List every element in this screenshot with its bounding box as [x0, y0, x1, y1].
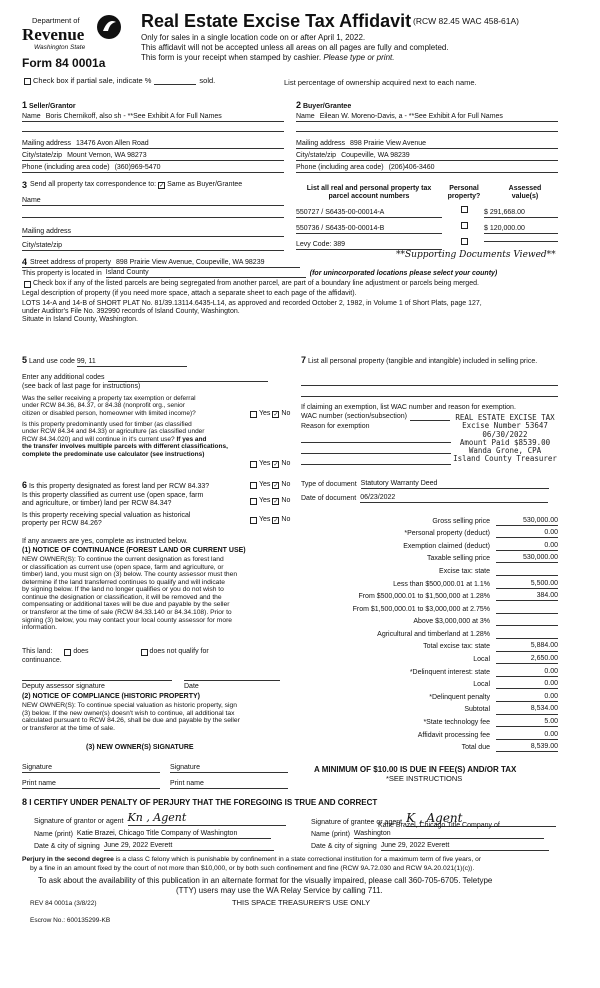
grantor-signature-text: Kn , Agent — [127, 811, 187, 824]
notice1-body — [22, 556, 282, 632]
buyer-city-value: Coupeville, WA 98239 — [341, 152, 410, 159]
yes-label: Yes — [259, 481, 271, 488]
sec5-q2-a: Is this property predominantly used for timber (as classified — [22, 421, 192, 428]
land-use-label: Land use code — [28, 358, 75, 365]
sec6-q3-a: Is this property receiving special valuation as historical — [22, 512, 191, 519]
grantee-sig-label: Signature of grantee or agent — [311, 818, 403, 826]
tax-row-label: Gross selling price — [432, 517, 490, 525]
notice2-line: NEW OWNER(S): To continue special valuation as historic property, sign — [22, 702, 237, 709]
tax-row-label: *Personal property (deduct) — [404, 530, 490, 538]
seller-mail-field[interactable] — [22, 140, 284, 149]
seller-city-field[interactable] — [22, 152, 284, 161]
wac-field[interactable] — [410, 413, 450, 421]
legal-desc-label: Legal description of property (if you need more space, attach a separate sheet to each page of the affidavit). — [22, 290, 357, 297]
stamp-line: 06/30/2022 — [482, 429, 528, 439]
buyer-mail-value: 898 Prairie View Avenue — [350, 140, 427, 147]
grantee-name-field[interactable] — [354, 830, 544, 839]
seller-city-value: Mount Vernon, WA 98273 — [67, 152, 147, 159]
access-text-2: (TTY) users may use the WA Relay Service by calling 711. — [176, 886, 383, 895]
yes-label: Yes — [259, 410, 271, 417]
sec5-q1-c: citizen or disabled person, homeowner with limited income)? — [22, 409, 196, 417]
sec6-q2-a: Is this property classified as current use (open space, farm — [22, 492, 204, 499]
parcel-number: 550736 / S6435-00-00014-B — [296, 225, 385, 232]
personal-property-line[interactable] — [301, 385, 558, 386]
sec6-q1-yes-checkbox[interactable] — [250, 482, 257, 489]
sec6-q2-yes-checkbox[interactable] — [250, 498, 257, 505]
tax-row — [290, 715, 558, 728]
personal-property-checkbox[interactable] — [461, 238, 468, 245]
perjury-text-2: by a fine in an amount fixed by the court of not more than $10,000, or by both such confinement and fine (RCW 9A.72.030 and RCW 9A.20.021(1)(c)). — [30, 865, 475, 872]
parcels-header-3: Assessed — [508, 185, 542, 192]
new-owner-signature-2[interactable] — [170, 764, 288, 773]
grantee-date-label: Date & city of signing — [311, 843, 377, 850]
tax-row-label: Taxable selling price — [426, 555, 490, 563]
tax-row — [290, 526, 558, 539]
header-line3: This form is your receipt when stamped by cashier. — [141, 53, 322, 62]
segregated-checkbox[interactable] — [24, 281, 31, 288]
treasurer-stamp — [450, 414, 560, 464]
tax-row-label: Agricultural and timberland at 1.28% — [377, 630, 490, 638]
header-line2: This affidavit will not be accepted unless all areas on all pages are fully and completed. — [141, 43, 449, 52]
tax-calculation — [290, 513, 558, 752]
tax-row — [290, 689, 558, 702]
assessed-value[interactable] — [484, 209, 558, 218]
buyer-name-line2[interactable] — [296, 131, 558, 132]
reason-line[interactable] — [301, 442, 451, 443]
tax-row — [290, 538, 558, 551]
stamp-line: Wanda Grone, CPA — [468, 446, 542, 455]
buyer-mail-label: Mailing address — [296, 140, 346, 147]
sec5-q2-d: If yes and — [176, 435, 207, 443]
sec4-label: Street address of property — [30, 259, 111, 267]
parcel-row[interactable] — [296, 241, 442, 250]
tax-row-value[interactable]: 0.00 — [496, 529, 558, 538]
notice1-line: compensating or additional taxes will be due and payable by the seller — [22, 601, 230, 609]
notice1-line: or classification as current use (open space, farm and agriculture, or — [22, 563, 224, 571]
tax-row-label: From $1,500,000.01 to $3,000,000 at 2.75% — [352, 605, 490, 613]
parcels-header-1b: parcel account numbers — [328, 193, 410, 201]
buyer-name-label: Name — [296, 113, 315, 120]
legal-desc-field[interactable] — [22, 300, 582, 324]
access-text-1: To ask about the availability of this publication in an alternate format for the visually impaired, please call 360-705-6705. Teletype — [38, 876, 493, 885]
no-label: No — [281, 460, 291, 467]
parcel-row[interactable] — [296, 209, 442, 218]
tax-row-label: Subtotal — [464, 706, 490, 714]
sec5-q2-b: under RCW 84.34 and 84.33) or agriculture (as classified under — [22, 428, 205, 436]
tax-row-value[interactable]: 5.00 — [496, 718, 558, 727]
tax-row — [290, 513, 558, 526]
street-address-value: 898 Prairie View Avenue, Coupeville, WA 98239 — [115, 259, 265, 267]
sec6-q1-no-checkbox[interactable]: ✓ — [273, 482, 279, 489]
new-owner-print-1[interactable] — [22, 780, 160, 789]
signature-label: Signature — [22, 764, 52, 771]
tax-row-value[interactable]: 530,000.00 — [496, 554, 558, 563]
assessed-value[interactable] — [484, 225, 558, 234]
tax-row-value[interactable]: 0.00 — [496, 542, 558, 551]
sec3-city-label: City/state/zip — [22, 242, 63, 249]
stamp-line: Amount Paid $8539.00 — [459, 437, 551, 447]
tax-row-label: Affidavit processing fee — [417, 731, 490, 739]
certify-text: I CERTIFY UNDER PENALTY OF PERJURY THAT THE FOREGOING IS TRUE AND CORRECT — [29, 798, 378, 807]
parcels-header-2b: property? — [447, 193, 481, 201]
sec6-num: 6 — [22, 480, 28, 490]
assessed-value-text: $ 120,000.00 — [484, 225, 525, 232]
buyer-num: 2 — [296, 100, 302, 110]
this-land-label: This land: — [22, 648, 53, 655]
doc-type-value: Statutory Warranty Deed — [360, 480, 438, 487]
seller-name-value: Boris Chernikoff, also sh - **See Exhibit A for Full Names — [45, 113, 222, 120]
tax-row-label: Total due — [461, 744, 490, 752]
supporting-docs-stamp: **Supporting Documents Viewed** — [396, 250, 556, 260]
buyer-heading: Buyer/Grantee — [302, 103, 352, 110]
notice2-body — [22, 702, 282, 732]
tax-row-value[interactable]: 0.00 — [496, 731, 558, 740]
grantor-signature[interactable] — [128, 812, 286, 826]
deputy-date-label: Date — [184, 683, 199, 690]
tax-row-value[interactable]: 5,884.00 — [496, 642, 558, 651]
tax-row-label: Excise tax: state — [439, 567, 490, 575]
seller-name-label: Name — [22, 113, 41, 120]
treasurer-use-label: THIS SPACE TREASURER'S USE ONLY — [232, 898, 371, 907]
notice1-line: by signing below. If the land no longer qualifies or you do not wish to — [22, 586, 224, 594]
sec3-name-line2[interactable] — [22, 217, 284, 218]
buyer-mail-field[interactable] — [296, 140, 558, 149]
parcel-number: Levy Code: 389 — [296, 241, 346, 248]
stamp-line: REAL ESTATE EXCISE TAX — [455, 413, 555, 422]
tax-row-label: Exemption claimed (deduct) — [403, 542, 490, 550]
assessed-value-text: $ 291,668.00 — [484, 209, 525, 216]
no-label: No — [281, 481, 291, 488]
no-label: No — [281, 497, 291, 504]
sec8-num: 8 — [22, 797, 28, 807]
sec7-label: List all personal property (tangible and intangible) included in selling price. — [307, 358, 538, 365]
tax-row-label: Total excise tax: state — [423, 643, 490, 651]
tax-row-value[interactable] — [496, 625, 558, 626]
rev-number: REV 84 0001a (3/8/22) — [30, 900, 97, 907]
perjury-bold: Perjury in the second degree — [22, 856, 114, 863]
buyer-phone-label: Phone (including area code) — [296, 164, 384, 171]
personal-property-checkbox[interactable] — [461, 206, 468, 213]
seller-phone-label: Phone (including area code) — [22, 164, 110, 171]
yes-label: Yes — [259, 460, 271, 467]
grantor-date-value: June 29, 2022 Everett — [103, 842, 173, 849]
sec6-q3-no-checkbox[interactable]: ✓ — [273, 517, 279, 524]
parcel-row[interactable] — [296, 225, 442, 234]
sec6-q1: Is this property designated as forest land per RCW 84.33? — [28, 483, 210, 490]
sec5-q1-yes-checkbox[interactable] — [250, 411, 257, 418]
header-line1: Only for sales in a single location code on or after April 1, 2022. — [141, 33, 366, 42]
seller-name-field[interactable] — [22, 113, 284, 122]
notice2-line: or transferor at the time of sale. — [22, 724, 115, 732]
tax-row-value[interactable]: 530,000.00 — [496, 517, 558, 526]
tax-row — [290, 589, 558, 602]
sec3-mail-field[interactable] — [22, 228, 284, 237]
stamp-line: Excise Number 53647 — [462, 421, 548, 431]
print-name-label: Print name — [22, 780, 56, 787]
header-line3b: Please type or print. — [323, 53, 395, 62]
if-yes-note: If any answers are yes, complete as instructed below. — [22, 538, 188, 545]
grantee-date-value: June 29, 2022 Everett — [380, 842, 450, 849]
sec3-num: 3 — [22, 180, 28, 190]
agency-label: Revenue — [22, 25, 85, 44]
parcel-number: 550727 / S6435-00-00014-A — [296, 209, 385, 216]
yes-label: Yes — [259, 516, 271, 523]
notice1-line: determine if the land transferred continues to qualify and will indicate — [22, 578, 225, 586]
tax-row — [290, 740, 558, 753]
sec5-q2-e: the transfer involves multiple parcels with different classifications, — [22, 443, 228, 451]
county-field[interactable] — [106, 269, 306, 278]
sec4-num: 4 — [22, 257, 28, 267]
grantee-date-field[interactable] — [381, 842, 549, 851]
state-label: Washington State — [34, 44, 86, 51]
legal-desc-line3: Situate in Island County, Washington. — [22, 316, 138, 324]
doc-type-label: Type of document — [301, 481, 357, 488]
wac-label: WAC number (section/subsection) — [301, 413, 407, 420]
stamp-line: Island County Treasurer — [453, 454, 557, 464]
grantor-date-field[interactable] — [104, 842, 274, 851]
does-label: does — [73, 648, 89, 655]
see-back-note: (see back of last page for instructions) — [22, 383, 141, 390]
seller-phone-value: (360)969-5470 — [114, 164, 161, 171]
tax-row-value[interactable]: 8,534.00 — [496, 705, 558, 714]
see-instructions: *SEE INSTRUCTIONS — [386, 774, 463, 783]
grantee-signature-text: K , Agent — [406, 811, 463, 825]
sec5-q2-c: RCW 84.34.020) and will continue in it's current use? — [22, 435, 175, 443]
deputy-date-line[interactable] — [184, 680, 280, 681]
same-as-buyer-checkbox[interactable]: ✓ — [159, 182, 165, 189]
does-not-label: does not qualify for — [149, 648, 209, 655]
sec6-q3-yes-checkbox[interactable] — [250, 517, 257, 524]
tax-row — [290, 576, 558, 589]
tax-row-value[interactable]: 0.00 — [496, 680, 558, 689]
print-name-label: Print name — [170, 780, 204, 787]
doc-date-value: 06/23/2022 — [360, 494, 396, 501]
tax-row-label: Local — [473, 656, 490, 664]
sec6-q3-b: property per RCW 84.26? — [22, 520, 102, 528]
seller-mail-label: Mailing address — [22, 140, 72, 147]
tax-row-value[interactable]: 8,539.00 — [496, 743, 558, 752]
street-address-field[interactable] — [22, 257, 300, 268]
deputy-sig-label: Deputy assessor signature — [22, 683, 105, 690]
tax-row — [290, 652, 558, 665]
dept-label: Department of — [32, 16, 80, 25]
does-not-qualify-checkbox[interactable] — [141, 649, 148, 656]
notice1-title: (1) NOTICE OF CONTINUANCE (FOREST LAND OR CURRENT USE) — [22, 547, 246, 554]
tax-row — [290, 664, 558, 677]
tax-row-label: Local — [473, 681, 490, 689]
buyer-phone-value: (206)406-3460 — [388, 164, 435, 171]
seller-city-label: City/state/zip — [22, 152, 63, 159]
tax-row-label: Above $3,000,000 at 3% — [413, 618, 490, 626]
tax-row — [290, 614, 558, 627]
dor-swirl-icon — [96, 14, 122, 40]
deputy-signature-line[interactable] — [22, 680, 172, 681]
tax-row-label: From $500,000.01 to $1,500,000 at 1.28% — [358, 593, 490, 601]
sec3-city-field[interactable] — [22, 242, 284, 251]
reason-line[interactable] — [301, 464, 451, 465]
notice2-line: (3) below. If the new owner(s) doesn't wish to continue, all additional tax — [22, 709, 235, 717]
notice1-line: timber) land, you must sign on (3) below. The county assessor must then — [22, 571, 238, 579]
grantee-name-top: Katie Brazel, Chicago Title Company of — [378, 822, 500, 829]
doc-date-label: Date of document — [301, 495, 357, 502]
sec5-num: 5 — [22, 355, 28, 365]
sec5-q2-yes-checkbox[interactable] — [250, 461, 257, 468]
partial-sale-label: Check box if partial sale, indicate % — [33, 76, 152, 85]
new-owner-signature-1[interactable] — [22, 764, 160, 773]
tax-row-value[interactable]: 5,500.00 — [496, 580, 558, 589]
no-label: No — [281, 410, 291, 417]
additional-codes-label: Enter any additional codes — [22, 374, 105, 381]
notice1-line: continue the designation or classification, it will be removed and the — [22, 593, 222, 601]
sec6-q2-no-checkbox[interactable]: ✓ — [273, 498, 279, 505]
buyer-city-label: City/state/zip — [296, 152, 337, 159]
continuance-label: continuance. — [22, 657, 62, 664]
tax-row-label: Less than $500,000.01 at 1.1% — [393, 580, 490, 588]
dor-logo — [22, 14, 124, 56]
form-rcw: (RCW 82.45 WAC 458-61A) — [413, 16, 519, 26]
tax-row-label: *State technology fee — [423, 719, 490, 727]
parcels-header-3b: value(s) — [511, 193, 539, 201]
parcels-header-1: List all real and personal property tax — [306, 185, 432, 192]
grantor-sig-label: Signature of grantor or agent — [34, 817, 124, 825]
personal-property-line[interactable] — [301, 396, 558, 397]
tax-row-label: *Delinquent penalty — [429, 693, 490, 701]
notice1-line: signing (3) below, you may contact your local county assessor for more — [22, 616, 233, 624]
new-owner-print-2[interactable] — [170, 780, 288, 789]
tax-row — [290, 626, 558, 639]
land-use-value: 99, 11 — [76, 358, 96, 365]
sec3-name-field[interactable] — [22, 197, 284, 206]
form-number: Form 84 0001a — [22, 56, 106, 70]
tax-row-value[interactable] — [496, 613, 558, 614]
tax-row-value[interactable]: 2,650.00 — [496, 655, 558, 664]
sec6-q2-b: and agriculture, or timber) land per RCW 84.34? — [22, 500, 172, 508]
tax-row-value[interactable] — [496, 575, 558, 576]
reason-label: Reason for exemption — [301, 423, 370, 430]
seller-mail-value: 13476 Avon Allen Road — [76, 140, 149, 147]
notice2-line: calculated pursuant to RCW 84.26, shall be due and payable by the seller — [22, 717, 240, 725]
notice1-line: NEW OWNER(S): To continue the current designation as forest land — [22, 556, 224, 563]
legal-desc-line2: under Auditor's File No. 392990 records of Island County, Washington. — [22, 308, 240, 316]
tax-row — [290, 601, 558, 614]
buyer-city-field[interactable] — [296, 152, 558, 161]
buyer-phone-field[interactable] — [296, 164, 558, 173]
does-qualify-checkbox[interactable] — [64, 649, 71, 656]
additional-codes-field[interactable] — [108, 374, 268, 382]
doc-type-field[interactable] — [361, 480, 549, 489]
sec3-mail-label: Mailing address — [22, 228, 72, 235]
notice1-line: information. — [22, 624, 57, 632]
tax-row — [290, 563, 558, 576]
tax-row-value[interactable]: 0.00 — [496, 693, 558, 702]
sec5-q2-no-checkbox[interactable]: ✓ — [273, 461, 279, 468]
tax-row — [290, 702, 558, 715]
doc-date-field[interactable] — [360, 494, 548, 503]
sec5-q1-a: Was the seller receiving a property tax exemption or deferral — [22, 395, 196, 402]
partial-sale-checkbox[interactable] — [24, 78, 31, 85]
sec5-q1-b: under RCW 84.36, 84.37, or 84.38 (nonprofit org., senior — [22, 402, 185, 410]
escrow-number: Escrow No.: 600135299-KB — [30, 917, 111, 924]
minimum-due-note: A MINIMUM OF $10.00 IS DUE IN FEE(S) AND/OR TAX — [314, 765, 517, 774]
ownership-note: List percentage of ownership acquired next to each name. — [284, 78, 477, 87]
notice1-line: or transferor at the time of sale (RCW 84.33.140 or 84.34.108). Prior to — [22, 608, 232, 616]
no-label: No — [281, 516, 291, 523]
segregated-label: Check box if any of the listed parcels are being segregated from another parcel, are part of a boundary line adjustment or parcels being merged. — [33, 280, 479, 287]
assessed-value[interactable] — [484, 241, 558, 242]
tax-row — [290, 551, 558, 564]
sold-label: sold. — [199, 76, 216, 85]
sec5-q1-no-checkbox[interactable]: ✓ — [273, 411, 279, 418]
form-title: Real Estate Excise Tax Affidavit — [141, 11, 412, 31]
tax-row-value[interactable]: 0.00 — [496, 668, 558, 677]
grantor-date-label: Date & city of signing — [34, 843, 100, 850]
grantee-name-label: Name (print) — [311, 831, 350, 838]
sec5-q2-f: complete the predominate use calculator (see instructions) — [22, 450, 205, 458]
same-as-buyer-label: Same as Buyer/Grantee — [167, 181, 243, 189]
tax-row — [290, 639, 558, 652]
sec3-name-label: Name — [22, 197, 41, 204]
reason-line[interactable] — [301, 453, 451, 454]
tax-row-label: *Delinquent interest: state — [409, 668, 490, 676]
grantee-name-value: Washington — [353, 830, 391, 837]
seller-name-line2[interactable] — [22, 131, 284, 132]
legal-desc-line1: LOTS 14-A and 14-B of SHORT PLAT No. 81/39.13114.6435-L14, as approved and recorded October 2, 1982, in Volume 1 of Short Plats, page 127, — [22, 300, 482, 307]
seller-num: 1 — [22, 100, 28, 110]
buyer-name-field[interactable] — [296, 113, 558, 122]
notice2-title: (2) NOTICE OF COMPLIANCE (HISTORIC PROPERTY) — [22, 693, 200, 700]
sec7-num: 7 — [301, 355, 307, 365]
sec3-label: Send all property tax correspondence to: — [30, 181, 157, 189]
partial-percent-field[interactable] — [154, 77, 196, 85]
grantor-name-value: Katie Brazei, Chicago Title Company of Washington — [76, 830, 238, 837]
perjury-text-1: is a class C felony which is punishable by confinement in a state correctional institution for a maximum term of five years, or — [113, 856, 482, 863]
located-in-label: This property is located in — [22, 270, 102, 277]
exemption-label: If claiming an exemption, list WAC number and reason for exemption. — [301, 404, 516, 411]
seller-phone-field[interactable] — [22, 164, 284, 173]
tax-row-value[interactable] — [496, 638, 558, 639]
parcels-header-2: Personal — [449, 185, 479, 192]
new-owner-sig-heading: (3) NEW OWNER(S) SIGNATURE — [86, 744, 194, 751]
tax-row — [290, 677, 558, 690]
county-value: Island County — [105, 269, 149, 276]
grantor-name-label: Name (print) — [34, 831, 73, 838]
grantor-name-field[interactable] — [77, 830, 271, 839]
signature-label: Signature — [170, 764, 200, 771]
buyer-name-value: Eilean W. Moreno-Davis, a - **See Exhibit A for Full Names — [319, 113, 503, 120]
tax-row-value[interactable]: 384.00 — [496, 592, 558, 601]
personal-property-checkbox[interactable] — [461, 222, 468, 229]
yes-label: Yes — [259, 497, 271, 504]
seller-heading: Seller/Grantor — [28, 103, 76, 110]
tax-row — [290, 727, 558, 740]
land-use-field[interactable] — [77, 358, 187, 367]
unincorporated-note: (for unincorporated locations please select your county) — [309, 270, 498, 277]
